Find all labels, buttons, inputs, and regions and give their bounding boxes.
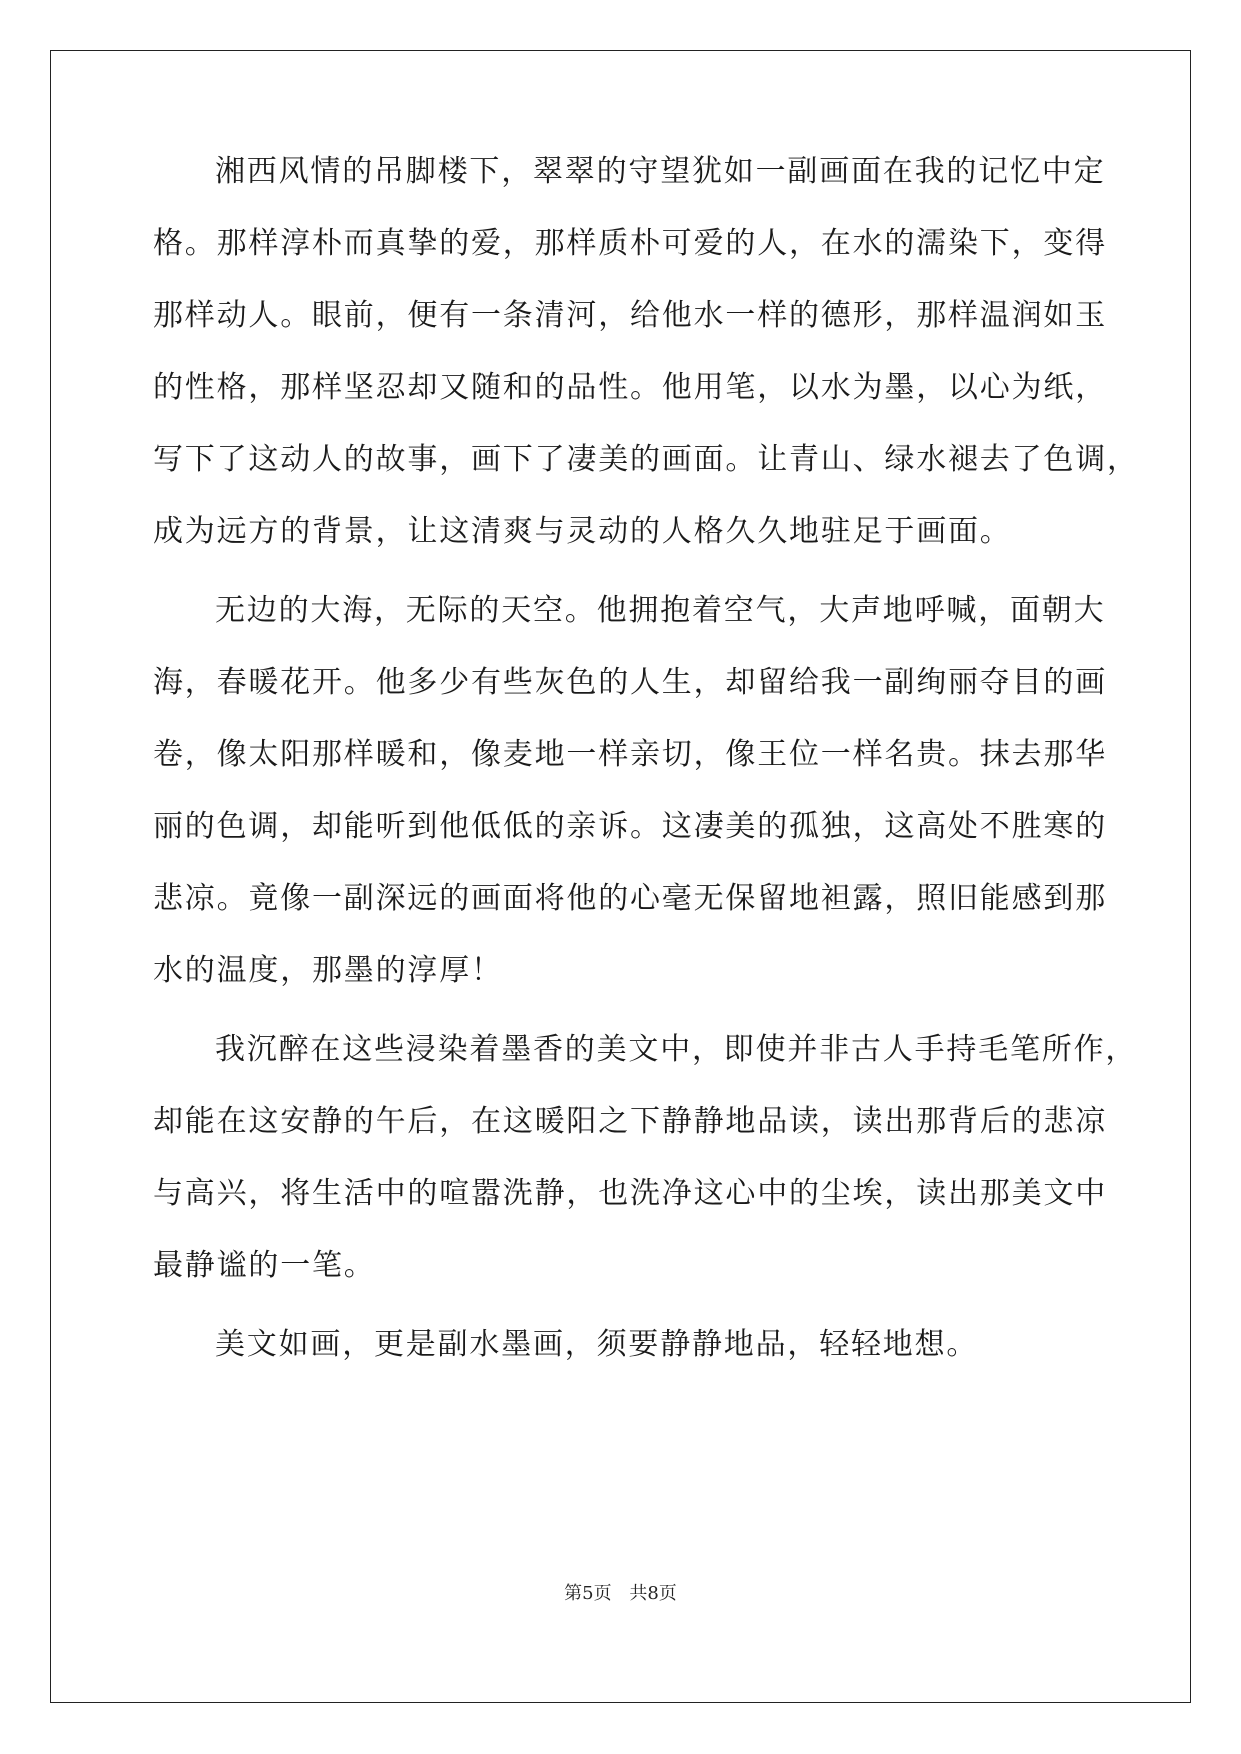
page-number: 第5页 bbox=[564, 1583, 612, 1604]
paragraph-4-line-1: 美文如画，更是副水墨画，须要静静地品，轻轻地想。 bbox=[215, 1327, 979, 1362]
paragraph-2-line-5: 悲凉。竟像一副深远的画面将他的心毫无保留地袒露，照旧能感到那 bbox=[153, 881, 1107, 916]
total-pages: 共8页 bbox=[629, 1583, 677, 1604]
page-footer bbox=[0, 1582, 1241, 1606]
paragraph-1-line-6: 成为远方的背景，让这清爽与灵动的人格久久地驻足于画面。 bbox=[153, 514, 1012, 549]
paragraph-3-line-4: 最静谧的一笔。 bbox=[153, 1248, 376, 1283]
paragraph-1-line-2: 格。那样淳朴而真挚的爱，那样质朴可爱的人，在水的濡染下，变得 bbox=[153, 226, 1107, 261]
paragraph-2-line-1: 无边的大海，无际的天空。他拥抱着空气，大声地呼喊，面朝大 bbox=[215, 593, 1106, 628]
paragraph-1-line-1: 湘西风情的吊脚楼下，翠翠的守望犹如一副画面在我的记忆中定 bbox=[215, 154, 1106, 189]
paragraph-2-line-6: 水的温度，那墨的淳厚！ bbox=[153, 953, 503, 988]
paragraph-2-line-4: 丽的色调，却能听到他低低的亲诉。这凄美的孤独，这高处不胜寒的 bbox=[153, 809, 1107, 844]
paragraph-1-line-5: 写下了这动人的故事，画下了凄美的画面。让青山、绿水褪去了色调， bbox=[153, 442, 1139, 477]
paragraph-3-line-2: 却能在这安静的午后，在这暖阳之下静静地品读，读出那背后的悲凉 bbox=[153, 1104, 1107, 1139]
paragraph-3-line-1: 我沉醉在这些浸染着墨香的美文中，即使并非古人手持毛笔所作， bbox=[215, 1032, 1138, 1067]
paragraph-3-line-3: 与高兴，将生活中的喧嚣洗静，也洗净这心中的尘埃，读出那美文中 bbox=[153, 1176, 1107, 1211]
paragraph-1-line-3: 那样动人。眼前，便有一条清河，给他水一样的德形，那样温润如玉 bbox=[153, 298, 1107, 333]
paragraph-2-line-2: 海，春暖花开。他多少有些灰色的人生，却留给我一副绚丽夺目的画 bbox=[153, 665, 1107, 700]
paragraph-2-line-3: 卷，像太阳那样暖和，像麦地一样亲切，像王位一样名贵。抹去那华 bbox=[153, 737, 1107, 772]
paragraph-1-line-4: 的性格，那样坚忍却又随和的品性。他用笔，以水为墨，以心为纸， bbox=[153, 370, 1107, 405]
